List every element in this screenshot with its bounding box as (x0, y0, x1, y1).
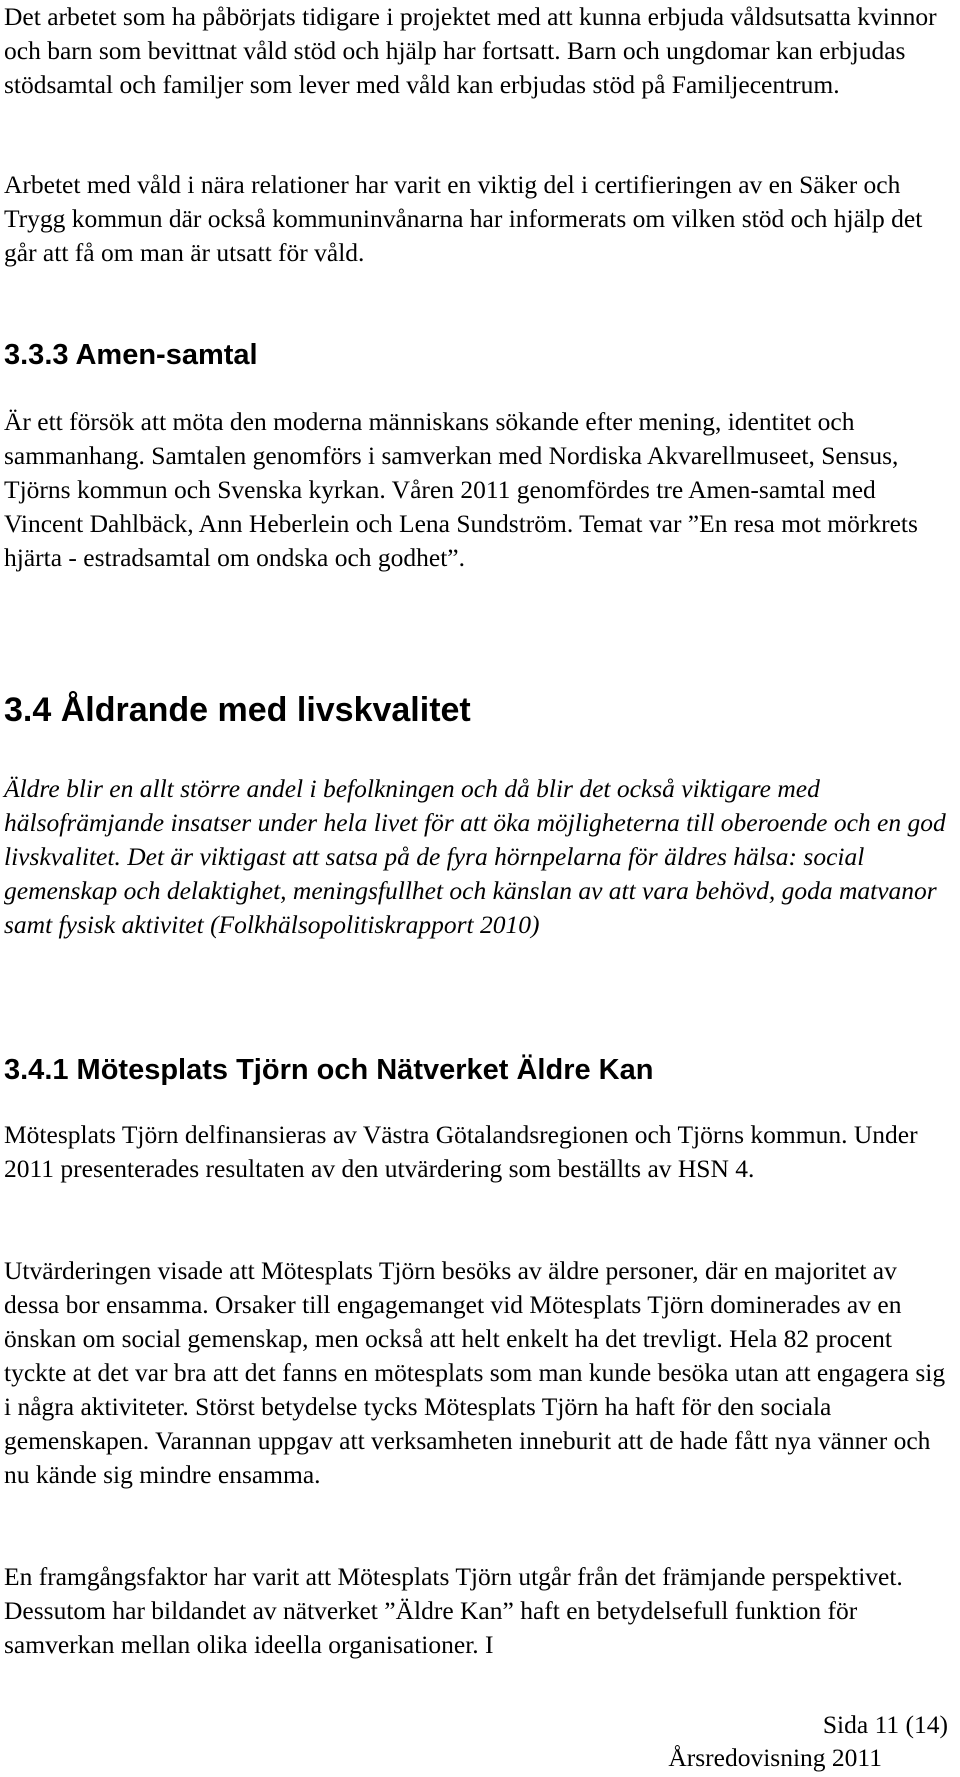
paragraph-amen-samtal: Är ett försök att möta den moderna människans sökande efter mening, identitet och sammanhang. Samtalen genomförs i samverkan med Nordiska Akvarellmuseet, Sensus, Tjörns kommun och Svenska kyrkan. Våren 2011 genomfördes tre Amen-samtal med Vincent Dahlbäck, Ann Heberlein och Lena Sundström. Temat var ”En resa mot mörkrets hjärta - estradsamtal om ondska och godhet”. (4, 407, 918, 572)
paragraph-motesplats-evaluation: Utvärderingen visade att Mötesplats Tjörn besöks av äldre personer, där en majoritet av dessa bor ensamma. Orsaker till engagemanget vid Mötesplats Tjörn dominerades av en önskan om social gemenskap, men också att helt enkelt ha det trevligt. Hela 82 procent tyckte at det var bra att det fanns en mötesplats som man kunde besöka utan att engagera sig i några aktiviteter. Störst betydelse tycks Mötesplats Tjörn ha haft för den sociala gemenskapen. Varannan uppgav att verksamheten inneburit att de hade fått nya vänner och nu kände sig mindre ensamma. (4, 1256, 946, 1489)
footer-document-title: Årsredovisning 2011 (668, 1743, 882, 1772)
section-heading-motesplats: 3.4.1 Mötesplats Tjörn och Nätverket Äldre Kan (4, 1054, 654, 1086)
paragraph-motesplats-funding: Mötesplats Tjörn delfinansieras av Västra Götalandsregionen och Tjörns kommun. Under 2011 presenterades resultaten av den utvärdering som beställts av HSN 4. (4, 1120, 918, 1183)
section-heading-amen-samtal: 3.3.3 Amen-samtal (4, 339, 258, 371)
paragraph-success-factor: En framgångsfaktor har varit att Mötesplats Tjörn utgår från det främjande perspektivet. Dessutom har bildandet av nätverket ”Äldre Kan” haft en betydelsefull funktion för samverkan mellan olika ideella organisationer. I (4, 1562, 903, 1659)
section-heading-aldrande: 3.4 Åldrande med livskvalitet (4, 691, 471, 729)
paragraph-aldrande-intro: Äldre blir en allt större andel i befolkningen och då blir det också viktigare med hälsofrämjande insatser under hela livet för att öka möjligheterna till oberoende och en god livskvalitet. Det är viktigast att satsa på de fyra hörnpelarna för äldres hälsa: social gemenskap och delaktighet, meningsfullhet och känslan av att vara behövd, goda matvanor samt fysisk aktivitet (Folkhälsopolitiskrapport 2010) (4, 774, 946, 939)
paragraph-safe-community: Arbetet med våld i nära relationer har varit en viktig del i certifieringen av en Säker och Trygg kommun där också kommuninvånarna har informerats om vilken stöd och hjälp det går att få om man är utsatt för våld. (4, 170, 923, 267)
footer-page-number: Sida 11 (14) (822, 1710, 948, 1739)
paragraph-violence-support: Det arbetet som ha påbörjats tidigare i projektet med att kunna erbjuda våldsutsatta kvinnor och barn som bevittnat våld stöd och hjälp har fortsatt. Barn och ungdomar kan erbjudas stödsamtal och familjer som lever med våld kan erbjudas stöd på Familjecentrum. (4, 2, 937, 99)
